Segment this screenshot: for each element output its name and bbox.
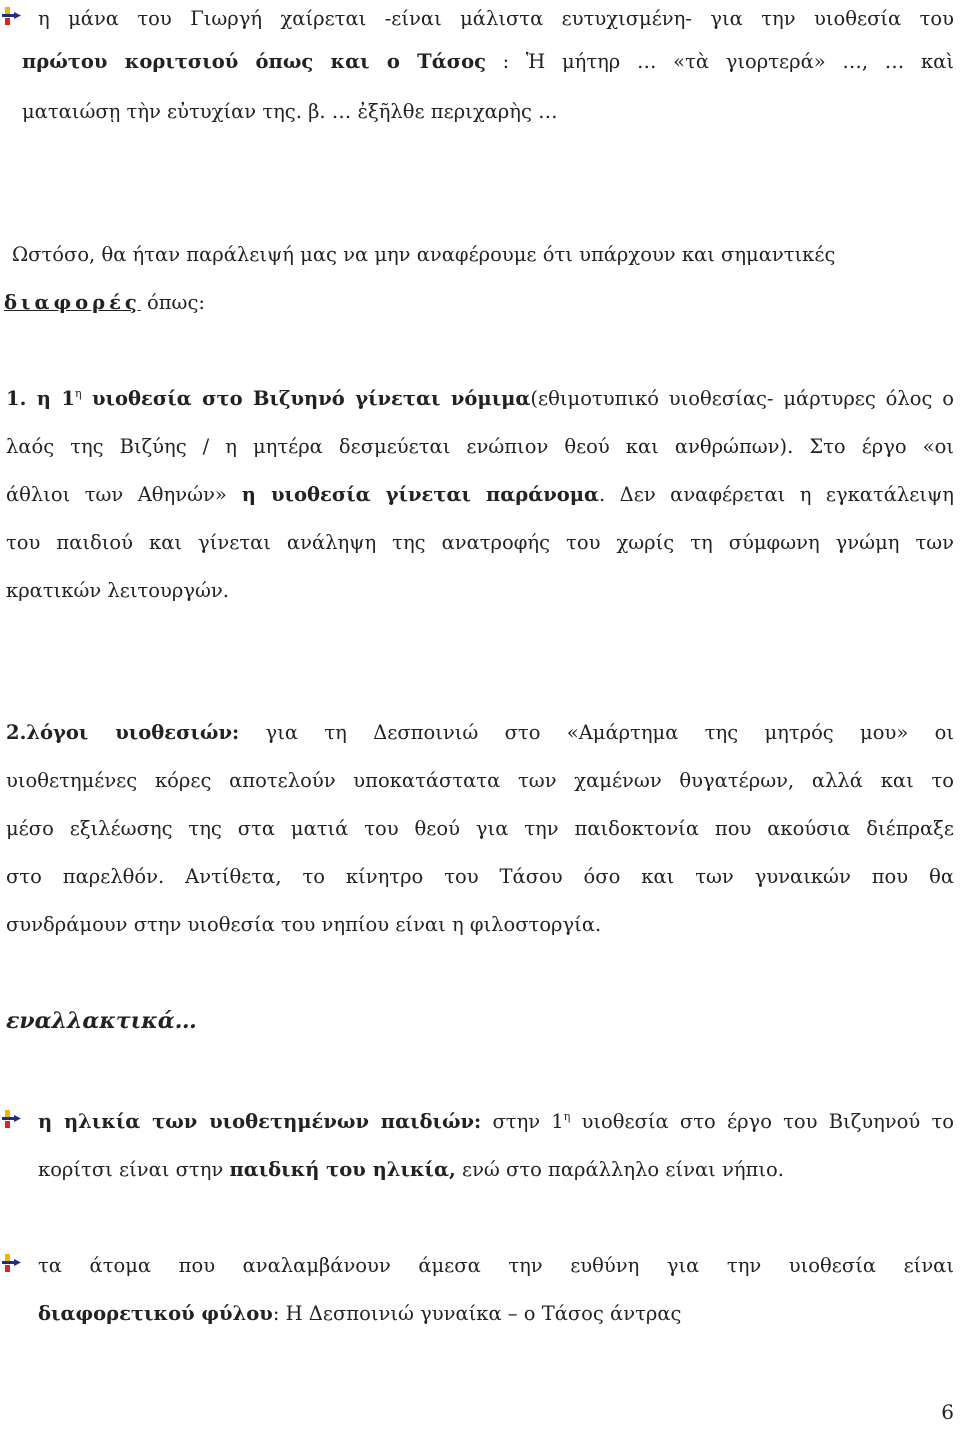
- intro-line1: Ωστόσο, θα ήταν παράλειψή μας να μην αναφέρουμε ότι υπάρχουν και σημαντικές: [12, 243, 836, 266]
- differences-term: διαφορές: [4, 291, 141, 314]
- intro-line2: διαφορές όπως:: [4, 291, 205, 314]
- bullet1-line2: πρώτου κοριτσιού όπως και ο Τάσος : Ἡ μήτηρ … «τὰ γιορτερά» …, … καὶ: [22, 50, 954, 73]
- point2-line2: υιοθετημένες κόρες αποτελούν υποκατάστατα των χαμένων θυγατέρων, αλλά και το: [6, 769, 954, 792]
- point1-line4: του παιδιού και γίνεται ανάληψη της ανατροφής του χωρίς τη σύμφωνη γνώμη των: [6, 531, 954, 554]
- bullet1-line1: η μάνα του Γιωργή χαίρεται -είναι μάλιστα ευτυχισμένη- για την υιοθεσία του: [38, 7, 954, 30]
- page-number: 6: [941, 1400, 954, 1424]
- point1-line3: άθλιοι των Αθηνών» η υιοθεσία γίνεται παράνομα. Δεν αναφέρεται η εγκατάλειψη: [6, 483, 954, 506]
- bullet3-line2: διαφορετικού φύλου: Η Δεσποινιώ γυναίκα – ο Τάσος άντρας: [38, 1302, 682, 1325]
- bullet3-line1: τα άτομα που αναλαμβάνουν άμεσα την ευθύνη για την υιοθεσία είναι: [38, 1254, 954, 1277]
- point1-line5: κρατικών λειτουργών.: [6, 579, 229, 602]
- bullet2-line1: η ηλικία των υιοθετημένων παιδιών: στην $1^\eta$ υιοθεσία στο έργο του Βιζυηνού το: [38, 1110, 954, 1133]
- bullet1-line3: ματαιώσῃ τὴν εὐτυχίαν της. β. … ἐξῆλθε περιχαρὴς …: [22, 100, 558, 123]
- point2-line5: συνδράμουν στην υιοθεσία του νηπίου είναι η φιλοστοργία.: [6, 913, 602, 936]
- point1-line2: λαός της Βιζύης / η μητέρα δεσμεύεται ενώπιον θεού και ανθρώπων). Στο έργο «οι: [6, 435, 954, 458]
- point2-line4: στο παρελθόν. Αντίθετα, το κίνητρο του Τάσου όσο και των γυναικών που θα: [6, 865, 954, 888]
- point2-line3: μέσο εξιλέωσης της στα ματιά του θεού για την παιδοκτονία που ακούσια διέπραξε: [6, 817, 954, 840]
- point1-line1: 1. η $1^\eta$ υιοθεσία στο Βιζυηνό γίνεται νόμιμα(εθιμοτυπικό υιοθεσίας- μάρτυρες όλος ο: [6, 387, 954, 410]
- bullet2-line2: κορίτσι είναι στην παιδική του ηλικία, ενώ στο παράλληλο είναι νήπιο.: [38, 1158, 784, 1181]
- arrow-bullet-icon: [2, 1110, 22, 1128]
- arrow-bullet-icon: [2, 1254, 22, 1272]
- arrow-bullet-icon: [2, 7, 22, 25]
- alternatives-heading: εναλλακτικά…: [6, 1008, 197, 1034]
- point2-line1: 2.λόγοι υιοθεσιών: για τη Δεσποινιώ στο «Αμάρτημα της μητρός μου» οι: [6, 721, 954, 744]
